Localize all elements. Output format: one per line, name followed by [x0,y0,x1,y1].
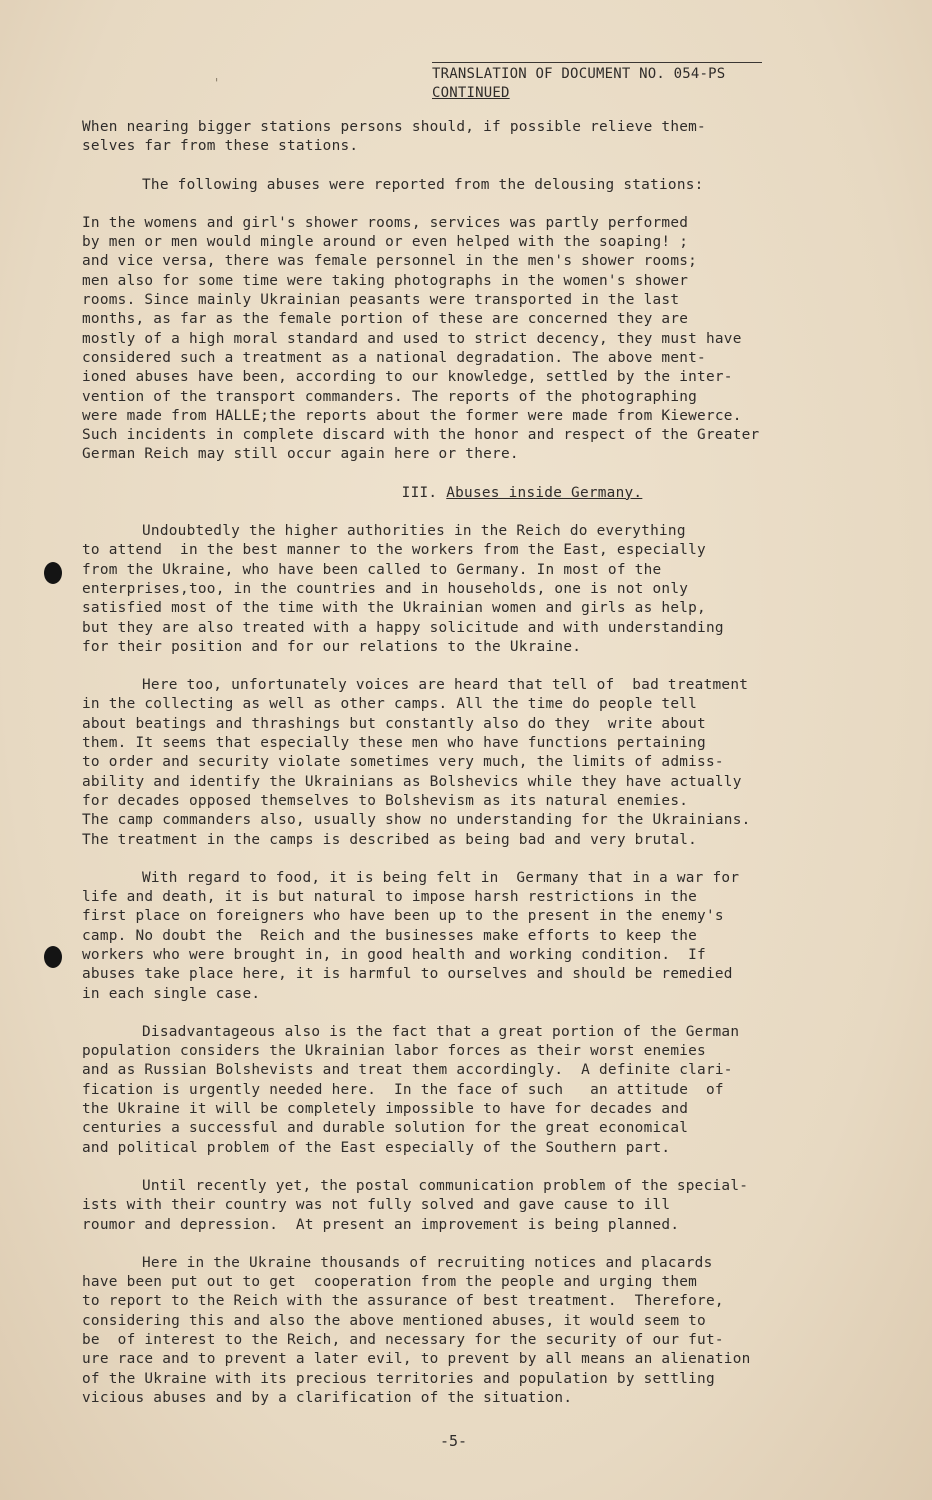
punch-hole [44,946,62,968]
document-body [82,118,842,1427]
section-title: Abuses inside Germany. [446,484,643,501]
section-heading [82,484,842,503]
paragraph-shower-rooms: In the womens and girl's shower rooms, services was partly performed by men or men would mingle around or even helped with the soaping! ; and vice versa, there was female personnel in the men's shower rooms; men also for some time were taking photographs in the women's shower rooms. Since mainly Ukrainian peasants were transported in the last months, as far as the female portion of these are concerned they are mostly of a high moral standard and used to strict decency, they must have considered such a treatment as a national degradation. The above ment- ioned abuses have been, according to our knowledge, settled by the inter- vention of the transport commanders. The reports of the photographing were made from HALLE;the reports about the former were made from Kiewerce. Such incidents in complete discard with the honor and respect of the Greater German Reich may still occur again here or there. [82,214,760,463]
header-rule [432,62,762,63]
paragraph-food: With regard to food, it is being felt in Germany that in a war for life and death, it is but natural to impose harsh restrictions in the first place on foreigners who have been up to the present in the enemy's camp. No doubt the Reich and the businesses make efforts to keep the workers who were brought in, in good health and working condition. If abuses take place here, it is harmful to ourselves and should be remedied in each single case. [82,869,740,1002]
header-title: TRANSLATION OF DOCUMENT NO. 054-PS [432,66,726,82]
document-header [432,62,792,103]
paragraph-german-population: Disadvantageous also is the fact that a great portion of the German population considers the Ukrainian labor forces as their worst enemies and as Russian Bolshevists and treat them accordingly. A definite clari- fication is urgently needed here. In the face of such an attitude of the Ukraine it will be completely impossible to have for decades and centuries a successful and durable solution for the great economical and political problem of the East especially of the Southern part. [82,1023,740,1156]
page-number: -5- [440,1432,468,1450]
header-continued: CONTINUED [432,85,510,101]
paragraph-bad-treatment: Here too, unfortunately voices are heard that tell of bad treatment in the collecting as well as other camps. All the time do people tell about beatings and thrashings but constantly also do they write about them. It seems that especially these men who have functions pertaining to order and security violate sometimes very much, the limits of admiss- ability and identify the Ukrainians as Bolshevics while they have actually for decades opposed themselves to Bolshevism as its natural enemies. The camp commanders also, usually show no understanding for the Ukrainians. The treatment in the camps is described as being bad and very brutal. [82,677,751,848]
paragraph-delousing-intro: The following abuses were reported from the delousing stations: [142,176,704,193]
punch-hole [44,562,62,584]
section-numeral: III. [401,484,438,501]
paragraph-postal: Until recently yet, the postal communication problem of the special- ists with their country was not fully solved and gave cause to ill roumor and depression. At present an improvement is being planned. [82,1177,749,1233]
paragraph-higher-authorities: Undoubtedly the higher authorities in the Reich do everything to attend in the best manner to the workers from the East, especially from the Ukraine, who have been called to Germany. In most of the enterprises,too, in the countries and in households, one is not only satisfied most of the time with the Ukrainian women and girls as help, but they are also treated with a happy solicitude and with understanding for their position and for our relations to the Ukraine. [82,523,724,655]
paragraph-relief: When nearing bigger stations persons should, if possible relieve them- selves far from these stations. [82,119,706,155]
stray-mark: ' [213,76,221,90]
paragraph-recruiting: Here in the Ukraine thousands of recruiting notices and placards have been put out to get cooperation from the people and urging them to report to the Reich with the assurance of best treatment. Therefore, considering this and also the above mentioned abuses, it would seem to be of interest to the Reich, and necessary for the security of our fut- ure race and to prevent a later evil, to prevent by all means an alienation of the Ukraine with its precious territories and population by settling vicious abuses and by a clarification of the situation. [82,1254,751,1406]
